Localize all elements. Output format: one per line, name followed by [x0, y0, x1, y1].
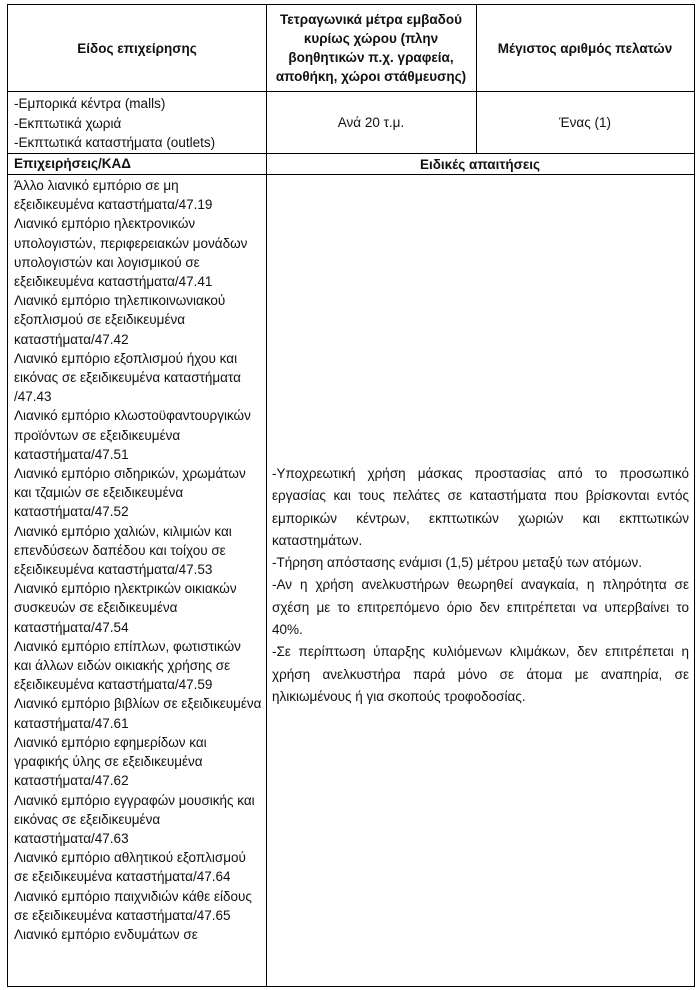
business-kad-item: Λιανικό εμπόριο αθλητικού εξοπλισμού σε εξειδικευμένα καταστήματα/47.64: [14, 850, 246, 885]
requirement-item: -Αν η χρήση ανελκυστήρων θεωρηθεί αναγκαία, η πληρότητα σε σχέση με το επιτρεπόμενο όριο δεν επιτρέπεται να υπερβαίνει το 40%.: [272, 577, 689, 638]
requirements-table: [7, 4, 695, 987]
header-max-customers: Μέγιστος αριθμός πελατών: [497, 40, 673, 56]
business-kad-item: Λιανικό εμπόριο εγγραφών μουσικής και εικόνας σε εξειδικευμένα καταστήματα/47.63: [14, 792, 255, 846]
business-kad-item: Λιανικό εμπόριο σιδηρικών, χρωμάτων και τζαμιών σε εξειδικευμένα καταστήματα/47.52: [14, 466, 246, 520]
requirement-item: -Υποχρεωτική χρήση μάσκας προστασίας από το προσωπικό εργασίας και τους πελάτες σε καταστήματα που βρίσκονται εντός εμπορικών κέντρων, εκπτωτικών χωριών και εκπτωτικών καταστημάτων.: [272, 466, 689, 548]
business-kad-item: Λιανικό εμπόριο κλωστοϋφαντουργικών προϊόντων σε εξειδικευμένα καταστήματα/47.51: [14, 408, 251, 462]
header-area: Τετραγωνικά μέτρα εμβαδού κυρίως χώρου (πλην βοηθητικών π.χ. γραφεία, αποθήκη, χώροι στάθμευσης): [275, 12, 467, 84]
business-kad-item: Λιανικό εμπόριο επίπλων, φωτιστικών και άλλων ειδών οικιακής χρήσης σε εξειδικευμένα καταστήματα/47.59: [14, 638, 241, 693]
business-type-item: -Εκπτωτικά καταστήματα (outlets): [14, 135, 216, 150]
business-kad-item: Λιανικό εμπόριο χαλιών, κιλιμιών και επενδύσεων δαπέδου και τοίχου σε εξειδικευμένα καταστήματα/47.53: [14, 523, 232, 578]
max-customers-value: Ένας (1): [559, 114, 611, 130]
business-kad-item: Λιανικό εμπόριο εξοπλισμού ήχου και εικόνας σε εξειδικευμένα καταστήματα /47.43: [14, 350, 241, 405]
requirement-item: -Τήρηση απόστασης ενάμισι (1,5) μέτρου μεταξύ των ατόμων.: [272, 555, 642, 571]
row-divider: [8, 174, 694, 175]
business-kad-item: Λιανικό εμπόριο παιχνιδιών κάθε είδους σε εξειδικευμένα καταστήματα/47.65: [14, 888, 252, 923]
business-type-list: [8, 94, 266, 153]
area-value: Ανά 20 τ.μ.: [337, 114, 405, 130]
header-business-type: Είδος επιχείρησης: [77, 40, 197, 56]
business-type-item: -Εκπτωτικά χωριά: [14, 115, 122, 131]
business-kad-item: Λιανικό εμπόριο βιβλίων σε εξειδικευμένα καταστήματα/47.61: [14, 696, 262, 731]
business-kad-item: Λιανικό εμπόριο τηλεπικοινωνιακού εξοπλισμού σε εξειδικευμένα καταστήματα/47.42: [14, 293, 226, 347]
subheader-businesses: Επιχειρήσεις/ΚΑΔ: [14, 156, 131, 171]
requirement-item: -Σε περίπτωση ύπαρξης κυλιόμενων κλιμάκων, δεν επιτρέπεται η χρήση ανελκυστήρα παρά μόνο σε άτομα με αναπηρία, σε ηλικιωμένους ή για σκοπούς τροφοδοσίας.: [272, 644, 689, 704]
business-kad-item: Λιανικό εμπόριο ηλεκτρικών οικιακών συσκευών σε εξειδικευμένα καταστήματα/47.54: [14, 581, 237, 635]
business-kad-item: Λιανικό εμπόριο ενδυμάτων σε: [14, 926, 198, 942]
business-kad-list: [8, 176, 266, 944]
special-requirements: [266, 463, 694, 708]
business-kad-item: Λιανικό εμπόριο εφημερίδων και γραφικής ύλης σε εξειδικευμένα καταστήματα/47.62: [14, 734, 207, 789]
business-kad-item: Άλλο λιανικό εμπόριο σε μη εξειδικευμένα καταστήματα/47.19: [14, 178, 213, 213]
subheader-requirements: Ειδικές απαιτήσεις: [419, 156, 541, 172]
business-type-item: -Εμπορικά κέντρα (malls): [14, 96, 166, 111]
business-kad-item: Λιανικό εμπόριο ηλεκτρονικών υπολογιστών, περιφερειακών μονάδων υπολογιστών και λογισμικού σε εξειδικευμένα καταστήματα/47.41: [14, 216, 248, 290]
